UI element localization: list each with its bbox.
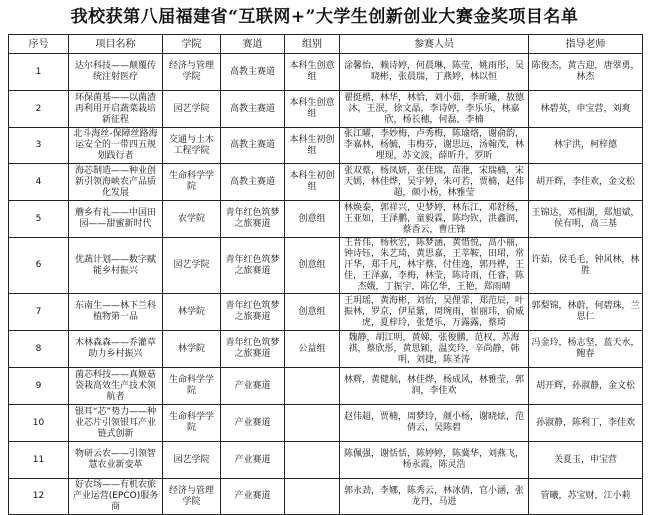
cell-members: 赵伟超，贾楠，周梦玲，颜小杨，谢晓炫，范倩云，吴陈碧 — [340, 405, 529, 442]
cell-college: 林学院 — [163, 294, 221, 331]
cell-name: 银耳“芯”势力——种业芯片引领银耳产业链式创新 — [69, 405, 163, 442]
cell-mentors: 许茹，侯毛毛，钟风林，林胜 — [529, 238, 643, 294]
cell-group: 创意组 — [285, 294, 340, 331]
cell-group: 本科生初创组 — [285, 128, 340, 164]
cell-name: 物研云农——引领智慧农业新变革 — [69, 442, 163, 479]
cell-no: 3 — [9, 128, 69, 164]
cell-name: 海芯制造——种业创新引领海峡农产品质化发展 — [69, 164, 163, 201]
cell-track: 青年红色筑梦之旅赛道 — [221, 238, 285, 294]
header-mentors: 指导老师 — [529, 35, 643, 54]
cell-members: 林焕泰，郭祥兴，史梦婷，林东江，邓舒杨，王亚如，王泽鹏，童毅霖，陈均钦，洪鑫润，蔡香云，曹庄锋 — [340, 201, 529, 238]
header-members: 参赛人员 — [340, 35, 529, 54]
table-header-row — [9, 35, 643, 54]
cell-group: 公益组 — [285, 331, 340, 368]
cell-mentors: 胡开辉，李佳欢，金文松 — [529, 164, 643, 201]
cell-mentors: 管曦，苏宝财，江小莉 — [529, 479, 643, 515]
cell-group: 本科生初创组 — [285, 164, 340, 201]
cell-members: 王玥瑶，黄海彬，刘怡，吴俚霏，郑范辰，叶振林，罗京，伊星紫，周琬雨，崔丽玮，俞威虎，夏梓玲，张楚乐，万露露，蔡琦 — [340, 294, 529, 331]
cell-no: 6 — [9, 238, 69, 294]
cell-college: 生命科学学院 — [163, 164, 221, 201]
cell-track: 青年红色筑梦之旅赛道 — [221, 331, 285, 368]
cell-members: 王晋伟，杨秋宏，陈梦涵，黄惜悦，高小丽，钟诗钰，朱艺琦，黄思嘉，王莘鞍，田珺，常汗华，郑千凡，林宇蔡，付佳逸，郭丹桦，王佳，王泽嘉，李梅，林莹，陈诗雨，任睿，陈杰娥，丁振宇，陈亿华，王艳，郑雨晴 — [340, 238, 529, 294]
cell-track: 高教主赛道 — [221, 164, 285, 201]
cell-name: 菌芯科技——真姬菇袋栽高效生产技术领航者 — [69, 368, 163, 405]
cell-group — [285, 442, 340, 479]
table-row — [9, 128, 643, 164]
cell-track: 产业赛道 — [221, 442, 285, 479]
award-table — [8, 34, 643, 515]
cell-college: 林学院 — [163, 331, 221, 368]
table-row — [9, 164, 643, 201]
cell-name: 蘑乡有礼——中国田园——甜蜜新时代 — [69, 201, 163, 238]
cell-track: 高教主赛道 — [221, 128, 285, 164]
cell-members: 陈佩强，谢恬恬，陈婷婷，陈冀华，刘燕飞，杨永霞，陈灵浩 — [340, 442, 529, 479]
cell-members: 魏静，胡江明，黄娣，张俊鹏，范权，苏海祺，蔡欣彤，黄思颖，温奕玲，辛尚静，韩明，刘捷，陈圣涛 — [340, 331, 529, 368]
cell-college: 经济与管理学院 — [163, 479, 221, 515]
table-row — [9, 201, 643, 238]
cell-no: 4 — [9, 164, 69, 201]
cell-members: 翟挺楷，林华，林恰，刘小茹，李昕曦，敖德沐，王泯，徐文晶，李诗婷，李乐乐，林嘉欣，杨长穗，何磊，李楠 — [340, 91, 529, 128]
cell-group: 本科生创意组 — [285, 91, 340, 128]
table-row — [9, 238, 643, 294]
cell-members: 涂馨怡，赖诗婷，何晨琳，陈莹，姚雨彤，吴晓彬，张晨瑞，丁燕婷，林以恒 — [340, 54, 529, 91]
cell-mentors: 关夏玉，申宝营 — [529, 442, 643, 479]
cell-group — [285, 368, 340, 405]
header-track: 赛道 — [221, 35, 285, 54]
cell-mentors: 林碧英，申宝营，刘爽 — [529, 91, 643, 128]
cell-mentors: 林宇洪，柯梓德 — [529, 128, 643, 164]
cell-name: 环保菌基——以菌渣再利用开启蔬菜栽培新征程 — [69, 91, 163, 128]
cell-mentors: 孙淑静，陈利丁，李佳欢 — [529, 405, 643, 442]
cell-track: 产业赛道 — [221, 479, 285, 515]
table-row — [9, 294, 643, 331]
cell-college: 园艺学院 — [163, 91, 221, 128]
cell-college: 生命科学学院 — [163, 405, 221, 442]
header-name: 项目名称 — [69, 35, 163, 54]
cell-members: 郭永劲，李娜，陈秀云，林冰倩，官小涵，张龙丹，马进 — [340, 479, 529, 515]
cell-mentors: 陈俊杰，黄吉迎，唐翠勇，林杰 — [529, 54, 643, 91]
cell-no: 2 — [9, 91, 69, 128]
cell-group: 本科生创意组 — [285, 54, 340, 91]
cell-no: 7 — [9, 294, 69, 331]
table-row — [9, 54, 643, 91]
table-row — [9, 91, 643, 128]
cell-mentors: 王锦达，邓相湖，郑旭斌，侯有明，高三基 — [529, 201, 643, 238]
table-row — [9, 368, 643, 405]
cell-name: 东南生——林下兰科植物第一品 — [69, 294, 163, 331]
cell-group: 创意组 — [285, 201, 340, 238]
cell-track: 青年红色筑梦之旅赛道 — [221, 201, 285, 238]
cell-group — [285, 405, 340, 442]
cell-track: 产业赛道 — [221, 405, 285, 442]
cell-college: 交通与土木工程学院 — [163, 128, 221, 164]
cell-name: 好农场——有机农旅产业运营(EPCO)服务商 — [69, 479, 163, 515]
cell-track: 高教主赛道 — [221, 91, 285, 128]
table-row — [9, 479, 643, 515]
cell-mentors: 郭梨锦，林蔚，何碧珠，兰思仁 — [529, 294, 643, 331]
header-group: 组别 — [285, 35, 340, 54]
cell-name: 木林森森——乔灌草助力乡村振兴 — [69, 331, 163, 368]
table-row — [9, 442, 643, 479]
cell-name: 达尔科技——颠覆传统注射医疗 — [69, 54, 163, 91]
cell-group — [285, 479, 340, 515]
cell-no: 8 — [9, 331, 69, 368]
cell-name: 优蔬计划——数字赋能乡村振兴 — [69, 238, 163, 294]
cell-mentors: 冯金玲，杨志坚，蓝天水，鲍春 — [529, 331, 643, 368]
table-row — [9, 331, 643, 368]
cell-college: 园艺学院 — [163, 238, 221, 294]
cell-college: 经济与管理学院 — [163, 54, 221, 91]
cell-track: 高教主赛道 — [221, 54, 285, 91]
cell-no: 12 — [9, 479, 69, 515]
cell-no: 1 — [9, 54, 69, 91]
cell-mentors: 胡开辉，孙淑静，金文松 — [529, 368, 643, 405]
cell-name: 北斗海丝-保障丝路海运安全的一带四五规划践行者 — [69, 128, 163, 164]
document-title: 我校获第八届福建省“互联网+”大学生创新创业大赛金奖项目名单 — [70, 7, 579, 27]
header-no: 序号 — [9, 35, 69, 54]
cell-track: 青年红色筑梦之旅赛道 — [221, 294, 285, 331]
cell-college: 农学院 — [163, 201, 221, 238]
cell-no: 9 — [9, 368, 69, 405]
cell-no: 5 — [9, 201, 69, 238]
cell-group: 创意组 — [285, 238, 340, 294]
cell-no: 11 — [9, 442, 69, 479]
table-row — [9, 405, 643, 442]
cell-track: 产业赛道 — [221, 368, 285, 405]
cell-members: 林辉，黄健航，林佳烨，杨成风，林雅莹，郭润，李佳欢 — [340, 368, 529, 405]
cell-members: 张双蔡，杨凤妍，张佳瑞，苗滟，宋瑞楠，宋天嫣，林佳烨，吴宇婷，朱可若，贾楠，赵伟超，颜小杨，林雅莹 — [340, 164, 529, 201]
cell-no: 10 — [9, 405, 69, 442]
cell-college: 园艺学院 — [163, 442, 221, 479]
cell-members: 张江曜，李妙梅，卢秀梅，陈瑜烙，谢俞韵，李嘉林，杨毓，韦梅芬，谢思远，汤翰茂，林埋现，苏文波，薛昕升，罗昕 — [340, 128, 529, 164]
cell-college: 生命科学学院 — [163, 368, 221, 405]
header-college: 学院 — [163, 35, 221, 54]
